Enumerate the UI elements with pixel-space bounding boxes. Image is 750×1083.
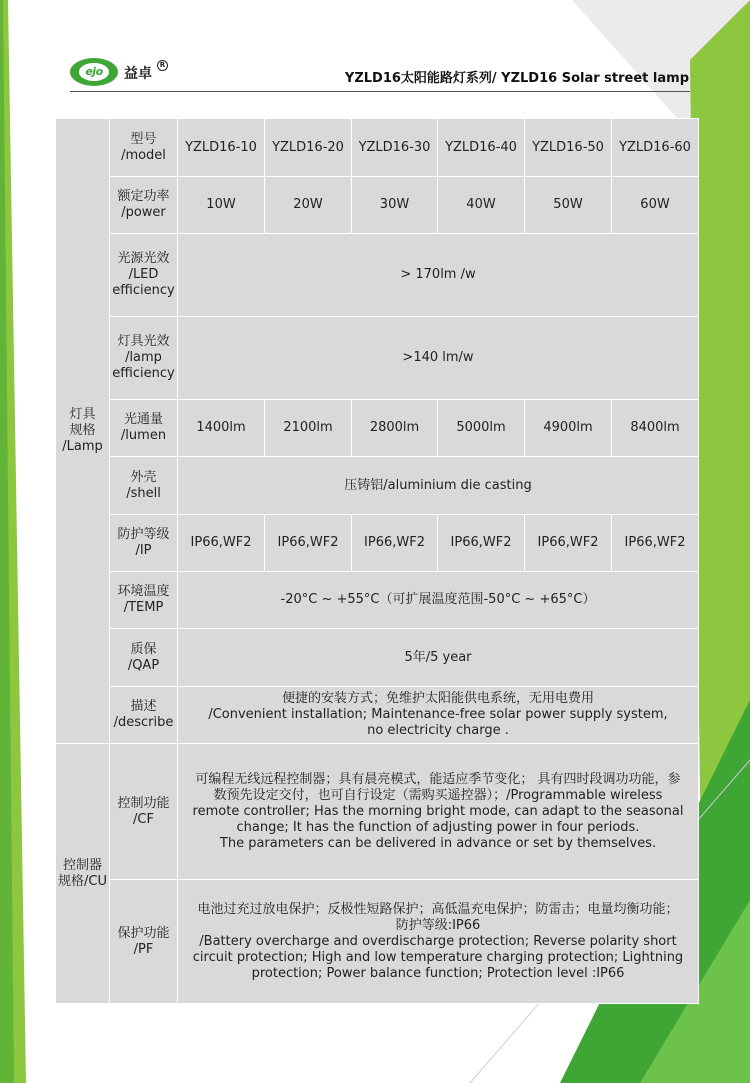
cell-model: YZLD16-30 <box>352 119 438 177</box>
cell-lumen: 2800lm <box>352 400 438 457</box>
label-led-efficiency: 光源光效 /LED efficiency <box>110 234 178 317</box>
ejo-logo <box>70 58 118 86</box>
cell-ip: IP66,WF2 <box>438 515 525 572</box>
table-row-lamp-efficiency <box>56 317 699 400</box>
cell-ip: IP66,WF2 <box>352 515 438 572</box>
cell-lumen: 8400lm <box>612 400 699 457</box>
cell-cf: 可编程无线远程控制器；具有晨亮模式，能适应季节变化； 具有四时段调功功能，参 数预先设定交付，也可自行设定（需购买遥控器）；/Programmable wireless remote controller; Has the morning bright mode, can adapt to the seasonal change; It has the function of adjusting power in four periods. The parameters can be delivered in advance or set by themselves. <box>178 744 699 880</box>
label-temp: 环境温度 /TEMP <box>110 572 178 629</box>
label-ip: 防护等级 /IP <box>110 515 178 572</box>
page-header <box>0 0 750 100</box>
cell-ip: IP66,WF2 <box>265 515 352 572</box>
cell-lumen: 1400lm <box>178 400 265 457</box>
cell-model: YZLD16-20 <box>265 119 352 177</box>
table-row-model <box>56 119 699 177</box>
label-lumen: 光通量 /lumen <box>110 400 178 457</box>
logo-text: ejo <box>79 63 109 81</box>
cell-shell: 压铸铝/aluminium die casting <box>178 457 699 515</box>
table-row-power <box>56 177 699 234</box>
cell-power: 40W <box>438 177 525 234</box>
table-row-shell <box>56 457 699 515</box>
cell-describe: 便捷的安装方式；免维护太阳能供电系统，无用电费用 /Convenient installation; Maintenance-free solar power supply system, no electricity charge . <box>178 687 699 744</box>
cell-temp: -20°C ~ +55°C（可扩展温度范围-50°C ~ +65°C） <box>178 572 699 629</box>
cell-ip: IP66,WF2 <box>178 515 265 572</box>
cell-lumen: 2100lm <box>265 400 352 457</box>
registered-mark-icon: R <box>157 60 168 71</box>
table-row-describe <box>56 687 699 744</box>
label-qap: 质保 /QAP <box>110 629 178 687</box>
cell-ip: IP66,WF2 <box>612 515 699 572</box>
cell-power: 20W <box>265 177 352 234</box>
table-row-qap <box>56 629 699 687</box>
table-row-pf <box>56 880 699 1004</box>
cell-lamp-efficiency: >140 lm/w <box>178 317 699 400</box>
category-controller: 控制器 规格/CU <box>56 744 110 1004</box>
cell-pf: 电池过充过放电保护；反极性短路保护；高低温充电保护；防雷击；电量均衡功能； 防护等级:IP66 /Battery overcharge and overdischarge protection; Reverse polarity short circuit protection; High and low temperature charging protection; Lightning protection; Power balance function; Protection level :IP66 <box>178 880 699 1004</box>
table-row-lumen <box>56 400 699 457</box>
cell-model: YZLD16-60 <box>612 119 699 177</box>
table-row-led-efficiency <box>56 234 699 317</box>
cell-power: 50W <box>525 177 612 234</box>
spec-table <box>55 118 699 1004</box>
page-title: YZLD16太阳能路灯系列/ YZLD16 Solar street lamp <box>344 71 689 86</box>
cell-model: YZLD16-40 <box>438 119 525 177</box>
title-divider <box>70 91 690 92</box>
cell-model: YZLD16-10 <box>178 119 265 177</box>
table-row-cf <box>56 744 699 880</box>
cell-ip: IP66,WF2 <box>525 515 612 572</box>
cell-led-efficiency: > 170lm /w <box>178 234 699 317</box>
label-shell: 外壳 /shell <box>110 457 178 515</box>
cell-lumen: 4900lm <box>525 400 612 457</box>
label-power: 额定功率 /power <box>110 177 178 234</box>
category-lamp: 灯具 规格 /Lamp <box>56 119 110 744</box>
cell-power: 30W <box>352 177 438 234</box>
cell-power: 60W <box>612 177 699 234</box>
label-cf: 控制功能 /CF <box>110 744 178 880</box>
brand-name: 益卓 <box>124 66 152 82</box>
cell-qap: 5年/5 year <box>178 629 699 687</box>
label-describe: 描述 /describe <box>110 687 178 744</box>
label-pf: 保护功能 /PF <box>110 880 178 1004</box>
label-lamp-efficiency: 灯具光效 /lamp efficiency <box>110 317 178 400</box>
label-model: 型号 /model <box>110 119 178 177</box>
cell-lumen: 5000lm <box>438 400 525 457</box>
table-row-temp <box>56 572 699 629</box>
cell-power: 10W <box>178 177 265 234</box>
table-row-ip <box>56 515 699 572</box>
cell-model: YZLD16-50 <box>525 119 612 177</box>
